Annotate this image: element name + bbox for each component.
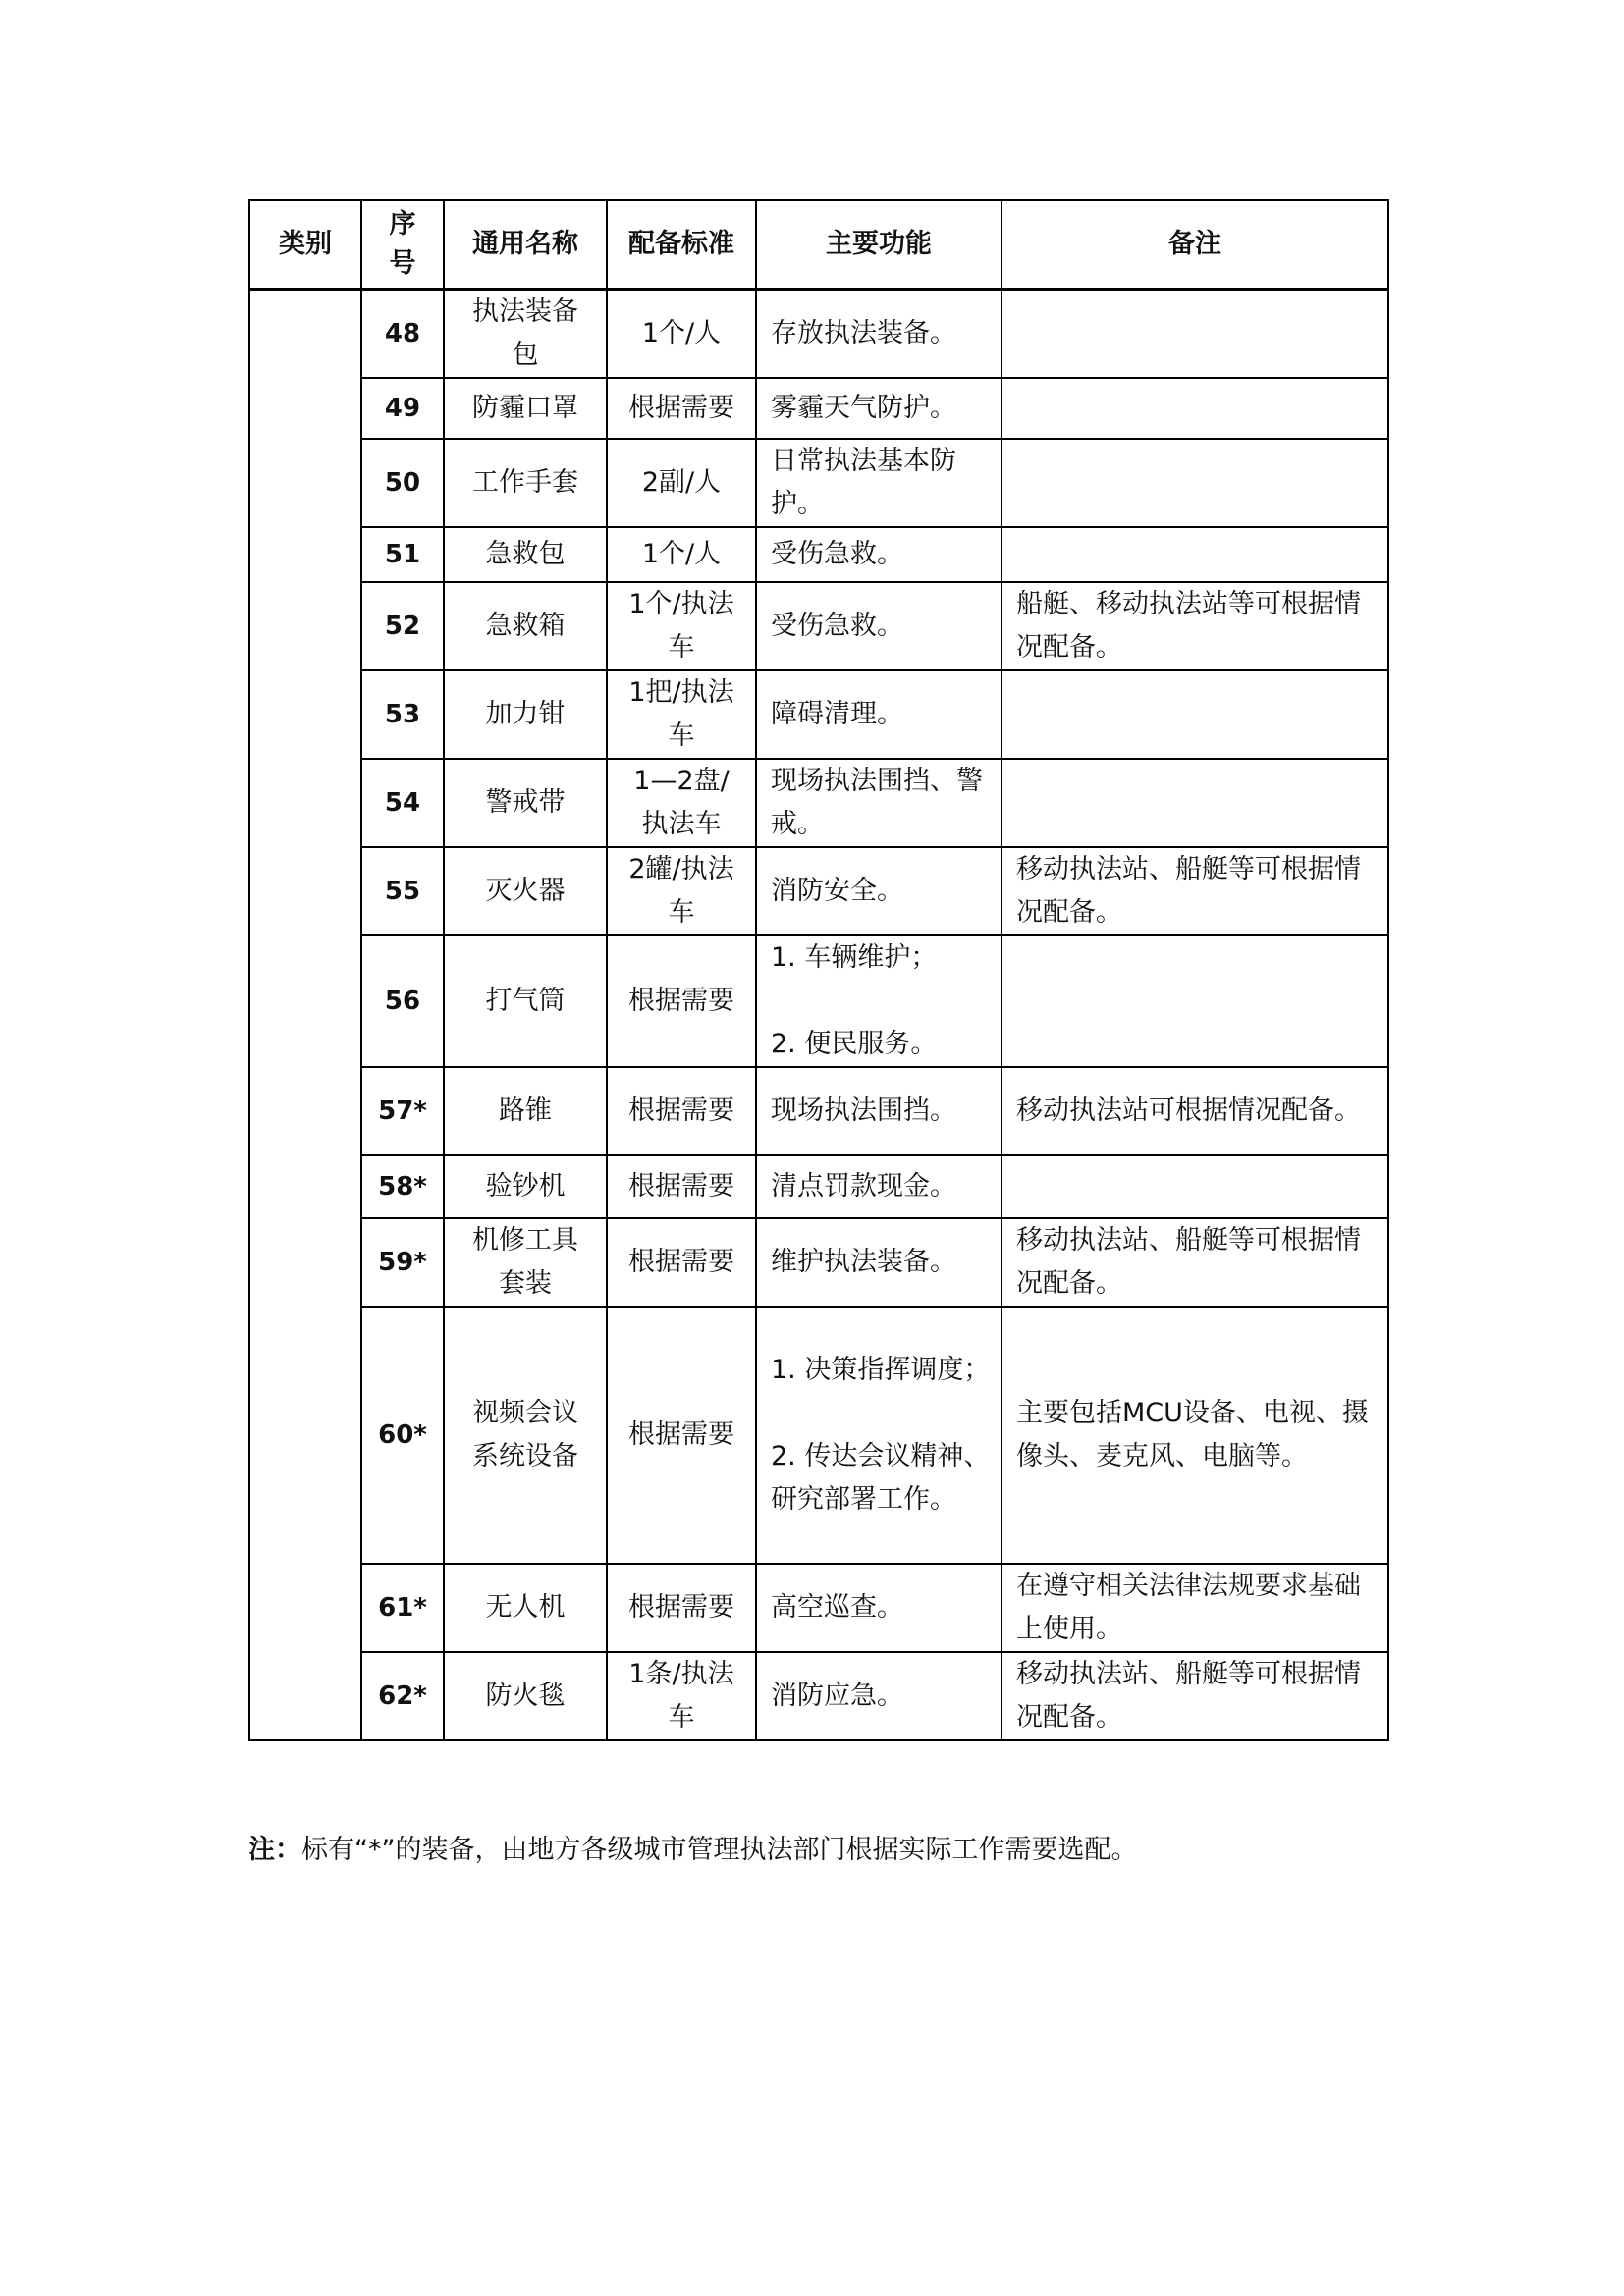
- function-cell: [756, 847, 1001, 935]
- category-cell: [249, 290, 361, 1741]
- name-cell: [444, 1218, 607, 1307]
- function-text: 维护执法装备。: [771, 1247, 956, 1277]
- name-text: 无人机: [485, 1592, 566, 1623]
- header-name: 通用名称: [444, 200, 607, 290]
- seq-cell: [361, 290, 444, 379]
- standard-cell: [607, 1307, 756, 1564]
- header-remark: 备注: [1001, 200, 1388, 290]
- seq-cell: [361, 1218, 444, 1307]
- function-cell: [756, 670, 1001, 759]
- header-seq-text: 序号: [389, 209, 416, 279]
- standard-cell: [607, 1218, 756, 1307]
- standard-cell: [607, 378, 756, 439]
- remark-text: 船艇、移动执法站等可根据情况配备。: [1016, 589, 1361, 663]
- function-cell: [756, 527, 1001, 582]
- table-row: [249, 1652, 1388, 1740]
- header-seq: [361, 200, 444, 290]
- remark-text: 移动执法站、船艇等可根据情况配备。: [1016, 1659, 1361, 1733]
- table-row: [249, 1307, 1388, 1564]
- function-gap: [771, 1392, 995, 1435]
- standard-cell: [607, 670, 756, 759]
- function-text: 1. 决策指挥调度；: [771, 1355, 991, 1385]
- name-cell: [444, 759, 607, 847]
- function-text: 雾霾天气防护。: [771, 393, 956, 423]
- table-row: [249, 935, 1388, 1067]
- name-text: 灭火器: [485, 876, 566, 906]
- seq-cell: [361, 378, 444, 439]
- function-text: 消防安全。: [771, 876, 903, 906]
- name-cell: [444, 1307, 607, 1564]
- table-row: [249, 527, 1388, 582]
- seq-text: 59*: [378, 1248, 427, 1277]
- standard-text: 根据需要: [628, 1419, 734, 1450]
- remark-cell: [1001, 582, 1388, 670]
- name-cell: [444, 1652, 607, 1740]
- seq-cell: [361, 1652, 444, 1740]
- seq-cell: [361, 439, 444, 527]
- function-cell: [756, 759, 1001, 847]
- remark-text: 移动执法站、船艇等可根据情况配备。: [1016, 854, 1361, 928]
- remark-cell: [1001, 1155, 1388, 1218]
- seq-cell: [361, 847, 444, 935]
- name-cell: [444, 378, 607, 439]
- seq-cell: [361, 1564, 444, 1652]
- seq-cell: [361, 935, 444, 1067]
- remark-text: 在遵守相关法律法规要求基础上使用。: [1016, 1571, 1361, 1644]
- seq-text: 49: [384, 394, 421, 423]
- standard-cell: [607, 1652, 756, 1740]
- function-cell: [756, 1155, 1001, 1218]
- function-text: 消防应急。: [771, 1681, 903, 1711]
- standard-cell: [607, 1067, 756, 1155]
- function-text: 高空巡查。: [771, 1592, 903, 1623]
- header-category: 类别: [249, 200, 361, 290]
- name-cell: [444, 1067, 607, 1155]
- remark-cell: [1001, 1564, 1388, 1652]
- remark-cell: [1001, 759, 1388, 847]
- function-text: 受伤急救。: [771, 611, 903, 641]
- remark-cell: [1001, 290, 1388, 379]
- function-cell: [756, 1652, 1001, 1740]
- seq-cell: [361, 1155, 444, 1218]
- seq-text: 62*: [378, 1682, 427, 1711]
- function-cell: [756, 1218, 1001, 1307]
- standard-text: 根据需要: [628, 393, 734, 423]
- table-body: [249, 290, 1388, 1741]
- remark-cell: [1001, 378, 1388, 439]
- name-text: 工作手套: [472, 467, 578, 498]
- table-row: [249, 439, 1388, 527]
- seq-text: 61*: [378, 1593, 427, 1623]
- function-text: 现场执法围挡。: [771, 1095, 956, 1126]
- function-cell: [756, 1307, 1001, 1564]
- standard-cell: [607, 935, 756, 1067]
- function-text: 清点罚款现金。: [771, 1171, 956, 1201]
- standard-cell: [607, 290, 756, 379]
- name-text: 急救包: [485, 539, 566, 569]
- seq-text: 51: [384, 540, 421, 569]
- name-text: 打气筒: [485, 986, 566, 1016]
- standard-cell: [607, 847, 756, 935]
- name-text: 警戒带: [485, 787, 566, 818]
- remark-cell: [1001, 527, 1388, 582]
- remark-cell: [1001, 1218, 1388, 1307]
- standard-text: 2副/人: [641, 467, 722, 498]
- standard-text: 1条/执法车: [628, 1659, 734, 1733]
- standard-text: 根据需要: [628, 1592, 734, 1623]
- name-text: 路锥: [499, 1095, 552, 1126]
- seq-cell: [361, 759, 444, 847]
- seq-cell: [361, 582, 444, 670]
- name-text: 执法装备包: [471, 296, 578, 370]
- seq-text: 54: [384, 788, 421, 818]
- function-text: 存放执法装备。: [771, 318, 956, 348]
- name-text: 视频会议系统设备: [471, 1398, 578, 1471]
- name-cell: [444, 935, 607, 1067]
- function-cell: [756, 290, 1001, 379]
- name-cell: [444, 847, 607, 935]
- table-row: [249, 1564, 1388, 1652]
- remark-cell: [1001, 1067, 1388, 1155]
- seq-text: 52: [384, 612, 421, 641]
- seq-text: 48: [384, 319, 421, 348]
- standard-cell: [607, 759, 756, 847]
- function-text: 2. 传达会议精神、研究部署工作。: [771, 1441, 991, 1515]
- footnote-label: 注：: [248, 1835, 301, 1865]
- remark-text: 移动执法站、船艇等可根据情况配备。: [1016, 1225, 1361, 1299]
- table-row: [249, 290, 1388, 379]
- standard-cell: [607, 1155, 756, 1218]
- standard-text: 2罐/执法车: [628, 854, 734, 928]
- name-cell: [444, 1564, 607, 1652]
- name-text: 防霾口罩: [472, 393, 578, 423]
- seq-text: 58*: [378, 1172, 427, 1201]
- standard-text: 1个/人: [641, 539, 722, 569]
- function-text: 现场执法围挡、警戒。: [771, 766, 983, 839]
- seq-text: 56: [384, 987, 421, 1016]
- function-cell: [756, 1564, 1001, 1652]
- seq-text: 53: [384, 700, 421, 729]
- name-cell: [444, 670, 607, 759]
- table-row: [249, 1218, 1388, 1307]
- standard-cell: [607, 582, 756, 670]
- seq-text: 57*: [378, 1096, 427, 1126]
- table-row: [249, 847, 1388, 935]
- table-row: [249, 1155, 1388, 1218]
- seq-text: 50: [384, 468, 421, 498]
- remark-cell: [1001, 439, 1388, 527]
- function-text: 受伤急救。: [771, 539, 903, 569]
- function-text: 日常执法基本防护。: [771, 446, 956, 519]
- seq-text: 60*: [378, 1420, 427, 1450]
- remark-text: 主要包括MCU设备、电视、摄像头、麦克风、电脑等。: [1016, 1398, 1369, 1471]
- standard-text: 根据需要: [628, 986, 734, 1016]
- table-row: [249, 1067, 1388, 1155]
- standard-cell: [607, 527, 756, 582]
- table-row: [249, 670, 1388, 759]
- table-row: [249, 582, 1388, 670]
- standard-text: 1个/执法车: [628, 589, 734, 663]
- remark-text: 移动执法站可根据情况配备。: [1016, 1095, 1361, 1126]
- seq-cell: [361, 1307, 444, 1564]
- table-row: [249, 378, 1388, 439]
- name-cell: [444, 439, 607, 527]
- function-cell: [756, 582, 1001, 670]
- name-text: 加力钳: [485, 699, 566, 729]
- function-text: 障碍清理。: [771, 699, 903, 729]
- remark-cell: [1001, 1307, 1388, 1564]
- function-text: 2. 便民服务。: [771, 1029, 938, 1059]
- function-text: 1. 车辆维护；: [771, 942, 938, 973]
- standard-text: 1—2盘/执法车: [633, 766, 730, 839]
- standard-cell: [607, 439, 756, 527]
- name-cell: [444, 290, 607, 379]
- equipment-table: [248, 199, 1389, 1741]
- name-text: 防火毯: [485, 1681, 566, 1711]
- seq-text: 55: [384, 877, 421, 906]
- function-cell: [756, 439, 1001, 527]
- standard-text: 1个/人: [641, 318, 722, 348]
- remark-cell: [1001, 935, 1388, 1067]
- function-cell: [756, 935, 1001, 1067]
- footnote-text: 标有“*”的装备，由地方各级城市管理执法部门根据实际工作需要选配。: [301, 1835, 1138, 1865]
- name-text: 急救箱: [485, 611, 566, 641]
- remark-cell: [1001, 1652, 1388, 1740]
- footnote: [248, 1828, 1137, 1866]
- table-header-row: [249, 200, 1388, 290]
- name-text: 机修工具套装: [471, 1225, 578, 1299]
- seq-cell: [361, 1067, 444, 1155]
- remark-cell: [1001, 847, 1388, 935]
- remark-cell: [1001, 670, 1388, 759]
- name-cell: [444, 582, 607, 670]
- standard-text: 根据需要: [628, 1095, 734, 1126]
- seq-cell: [361, 670, 444, 759]
- standard-cell: [607, 1564, 756, 1652]
- function-gap: [771, 980, 995, 1023]
- standard-text: 1把/执法车: [628, 677, 734, 751]
- name-cell: [444, 1155, 607, 1218]
- standard-text: 根据需要: [628, 1171, 734, 1201]
- name-cell: [444, 527, 607, 582]
- standard-text: 根据需要: [628, 1247, 734, 1277]
- table-row: [249, 759, 1388, 847]
- header-standard: 配备标准: [607, 200, 756, 290]
- seq-cell: [361, 527, 444, 582]
- name-text: 验钞机: [485, 1171, 566, 1201]
- header-function: 主要功能: [756, 200, 1001, 290]
- function-cell: [756, 1067, 1001, 1155]
- function-cell: [756, 378, 1001, 439]
